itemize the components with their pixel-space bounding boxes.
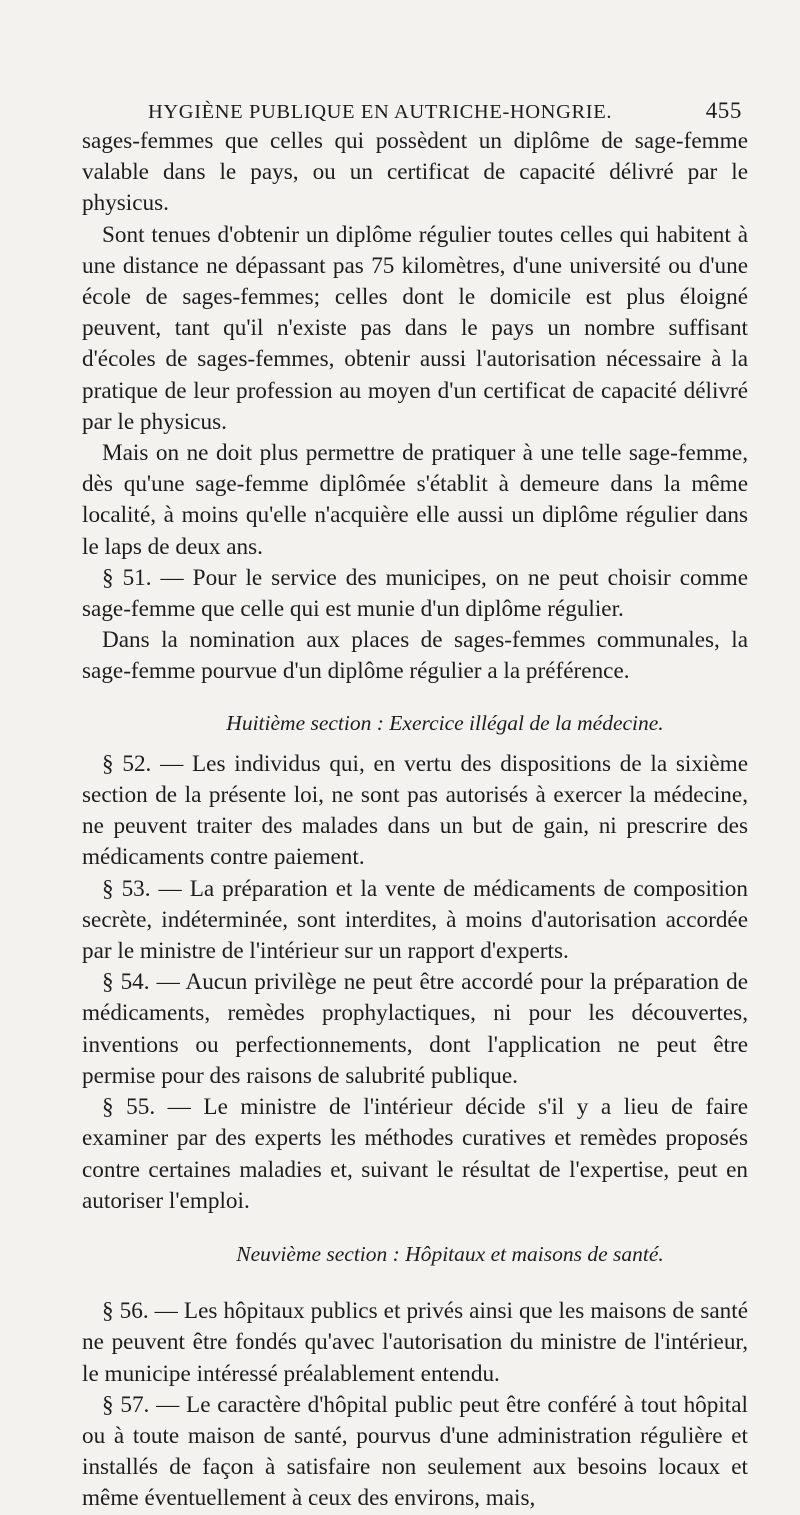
- section-heading-9: Neuvième section : Hôpitaux et maisons de santé.: [236, 1241, 664, 1266]
- running-title: HYGIÈNE PUBLIQUE EN AUTRICHE-HONGRIE.: [148, 101, 613, 123]
- paragraph-57: § 57. — Le caractère d'hôpital public peut être conféré à tout hôpital ou à toute maison de santé, pourvus d'une administration régulière et installés de façon à satisfaire non seulement aux besoins locaux et même éventuellement à ceux des environs, mais,: [82, 1391, 748, 1512]
- paragraph: Mais on ne doit plus permettre de pratiquer à une telle sage-femme, dès qu'une sage-femme diplômée s'établit à demeure dans la même localité, à moins qu'elle n'acquière elle aussi un diplôme régulier dans le laps de deux ans.: [82, 440, 748, 560]
- page-number: 455: [705, 98, 742, 123]
- paragraph-53: § 53. — La préparation et la vente de médicaments de composition secrète, indéterminée, sont interdites, à moins d'autorisation accordée par le ministre de l'intérieur sur un rapport d'experts.: [82, 875, 748, 965]
- running-head: [82, 98, 748, 124]
- paragraph-56: § 56. — Les hôpitaux publics et privés ainsi que les maisons de santé ne peuvent être fondés qu'avec l'autorisation du ministre de l'intérieur, le municipe intéressé préalablement entendu.: [82, 1298, 748, 1387]
- paragraph-51: § 51. — Pour le service des municipes, on ne peut choisir comme sage-femme que celle qui est munie d'un diplôme régulier.: [82, 564, 748, 623]
- paragraph-55: § 55. — Le ministre de l'intérieur décide s'il y a lieu de faire examiner par des experts les méthodes curatives et remèdes proposés contre certaines maladies et, suivant le résultat de l'expertise, peut en autoriser l'emploi.: [82, 1094, 748, 1214]
- section-heading-8: Huitième section : Exercice illégal de la médecine.: [226, 710, 664, 735]
- body-text: [82, 126, 748, 1515]
- paragraph: Dans la nomination aux places de sages-femmes communales, la sage-femme pourvue d'un diplôme régulier a la préférence.: [82, 627, 748, 685]
- document-page: [82, 98, 748, 1515]
- paragraph: Sont tenues d'obtenir un diplôme régulier toutes celles qui habitent à une distance ne dépassant pas 75 kilomètres, d'une université ou d'une école de sages-femmes; celles dont le domicile est plus éloigné peuvent, tant qu'il n'existe pas dans le pays un nombre suffisant d'écoles de sages-femmes, obtenir aussi l'autorisation nécessaire à la pratique de leur profession au moyen d'un certificat de capacité délivré par le physicus.: [82, 221, 748, 435]
- paragraph: sages-femmes que celles qui possèdent un diplôme de sage-femme valable dans le pays, ou un certificat de capacité délivré par le physicus.: [82, 128, 748, 217]
- paragraph-52: § 52. — Les individus qui, en vertu des dispositions de la sixième section de la présente loi, ne sont pas autorisés à exercer la médecine, ne peuvent traiter des malades dans un but de gain, ni prescrire des médicaments contre paiement.: [82, 750, 748, 871]
- paragraph-54: § 54. — Aucun privilège ne peut être accordé pour la préparation de médicaments, remèdes prophylactiques, ni pour les découvertes, inventions ou perfectionnements, dont l'application ne peut être permise pour des raisons de salubrité publique.: [82, 969, 748, 1089]
